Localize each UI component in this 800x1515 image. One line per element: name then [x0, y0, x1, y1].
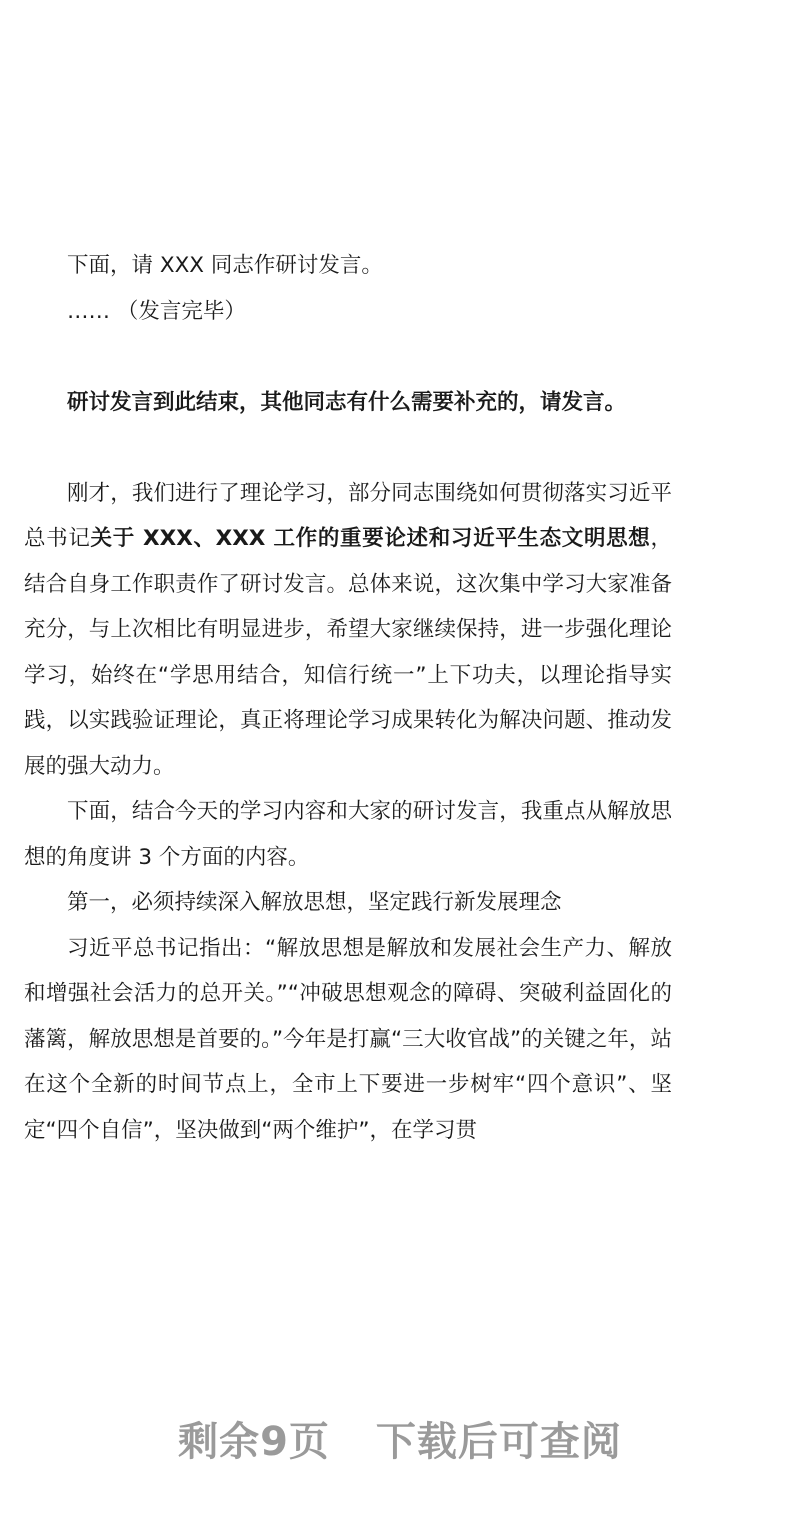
- paragraph-gap: [24, 334, 672, 380]
- paragraph-5: 下面，结合今天的学习内容和大家的研讨发言，我重点从解放思想的角度讲 3 个方面的内容。: [24, 799, 672, 870]
- document-body: [24, 243, 672, 1153]
- paragraph-1: 下面，请 XXX 同志作研讨发言。: [67, 253, 383, 278]
- download-banner[interactable]: [0, 1410, 800, 1467]
- paragraph-7: 习近平总书记指出：“解放思想是解放和发展社会生产力、解放和增强社会活力的总开关。”“冲破思想观念的障碍、突破利益固化的藩篱，解放思想是首要的。”今年是打赢“三大收官战”的关键之年，站在这个全新的时间节点上，全市上下要进一步树牢“四个意识”、坚定“四个自信”，坚决做到“两个维护”，在学习贯: [24, 935, 672, 1143]
- paragraph-4-rest: ，结合自身工作职责作了研讨发言。总体来说，这次集中学习大家准备充分，与上次相比有明显进步，希望大家继续保持，进一步强化理论学习，始终在“学思用结合，知信行统一”上下功夫，以理论指导实践，以实践验证理论，真正将理论学习成果转化为解决问题、推动发展的强大动力。: [24, 526, 672, 779]
- paragraph-4-lead: 刚才，我们进行了理论学习，部分同志围绕如何贯彻落实习近平总书记: [24, 480, 672, 551]
- remaining-pages-label: 剩余9页: [178, 1419, 330, 1465]
- paragraph-3-bold: 研讨发言到此结束，其他同志有什么需要补充的，请发言。: [67, 389, 627, 415]
- paragraph-gap: [24, 425, 672, 471]
- section-heading-1: 第一，必须持续深入解放思想，坚定践行新发展理念: [67, 890, 562, 915]
- paragraph-4: [24, 471, 672, 790]
- paragraph-4-bold-phrase: 关于 XXX、XXX 工作的重要论述和习近平生态文明思想: [90, 526, 651, 551]
- paragraph-2: …… （发言完毕）: [67, 298, 246, 324]
- download-to-view-label: 下载后可查阅: [375, 1419, 622, 1465]
